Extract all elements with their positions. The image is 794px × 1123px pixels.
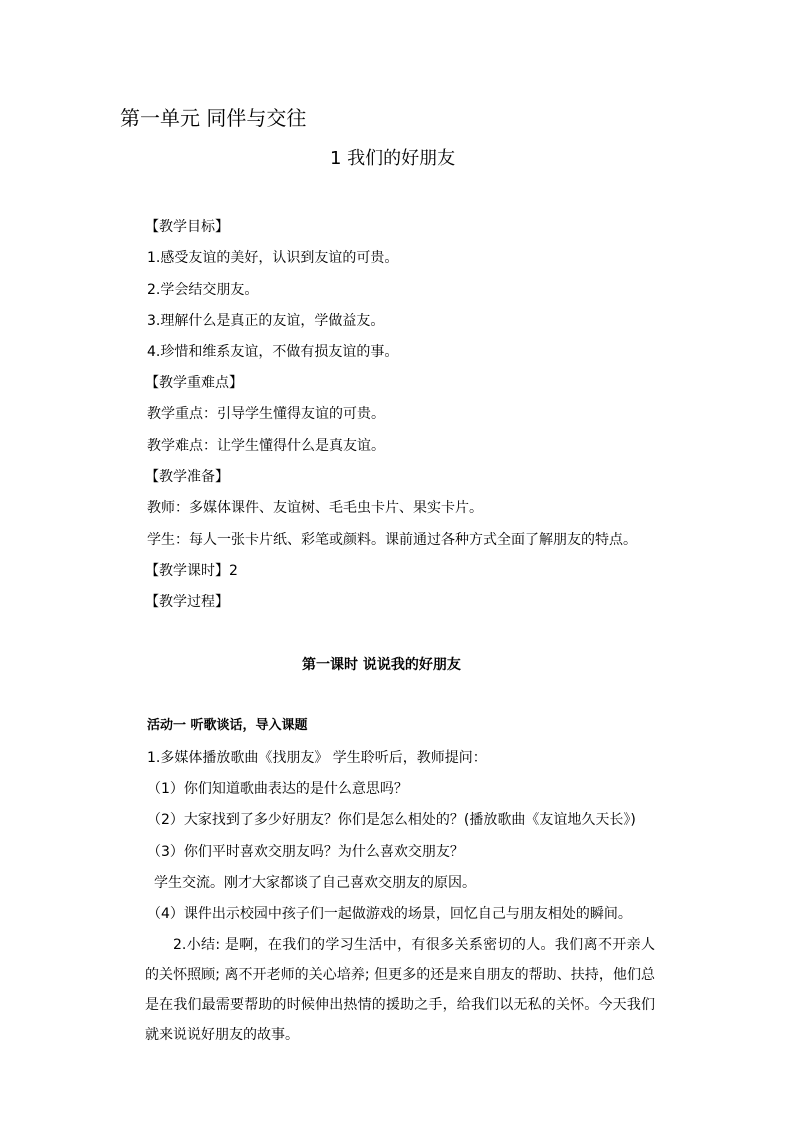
summary-paragraph: 2.小结: 是啊，在我们的学习生活中，有很多关系密切的人。我们离不开亲人的关怀照顾; 离不开老师的关心培养; 但更多的还是来自朋友的帮助、扶持，他们总是在我们最需要帮助的时候伸出热情的援助之手，给我们以无私的关怀。今天我们就来说说好朋友的故事。: [145, 937, 655, 1043]
lesson1-title: 第一课时 说说我的好朋友: [302, 657, 461, 673]
unit-title: 第一单元 同伴与交往: [120, 106, 307, 130]
student-exchange: 学生交流。刚才大家都谈了自己喜欢交朋友的原因。: [154, 875, 476, 891]
objectives-heading: 【教学目标】: [145, 219, 229, 235]
key-points-heading: 【教学重难点】: [145, 375, 243, 391]
preparation-student: 学生：每人一张卡片纸、彩笔或颜料。课前通过各种方式全面了解朋友的特点。: [147, 532, 637, 548]
question-1: （1）你们知道歌曲表达的是什么意思吗？: [147, 781, 408, 797]
question-2: （2）大家找到了多少好朋友？你们是怎么相处的？(播放歌曲《友谊地久天长》): [147, 812, 636, 828]
question-3: （3）你们平时喜欢交朋友吗？为什么喜欢交朋友？: [147, 844, 464, 860]
activity1-title: 活动一 听歌谈话，导入课题: [147, 718, 308, 733]
preparation-heading: 【教学准备】: [145, 469, 229, 485]
objective-item-3: 3.理解什么是真正的友谊，学做益友。: [147, 313, 385, 329]
objective-item-2: 2.学会结交朋友。: [147, 282, 259, 298]
key-point-important: 教学重点：引导学生懂得友谊的可贵。: [147, 406, 385, 422]
periods-line: 【教学课时】2: [145, 563, 238, 579]
objective-item-1: 1.感受友谊的美好，认识到友谊的可贵。: [147, 250, 399, 266]
process-heading: 【教学过程】: [145, 594, 229, 610]
preparation-teacher: 教师：多媒体课件、友谊树、毛毛虫卡片、果实卡片。: [147, 500, 483, 516]
activity1-step1: 1.多媒体播放歌曲《找朋友》 学生聆听后，教师提问：: [147, 750, 487, 766]
key-point-difficult: 教学难点：让学生懂得什么是真友谊。: [147, 438, 385, 454]
lesson-title: 1 我们的好朋友: [330, 148, 456, 169]
question-4: （4）课件出示校园中孩子们一起做游戏的场景，回忆自己与朋友相处的瞬间。: [147, 906, 632, 922]
objective-item-4: 4.珍惜和维系友谊，不做有损友谊的事。: [147, 344, 399, 360]
